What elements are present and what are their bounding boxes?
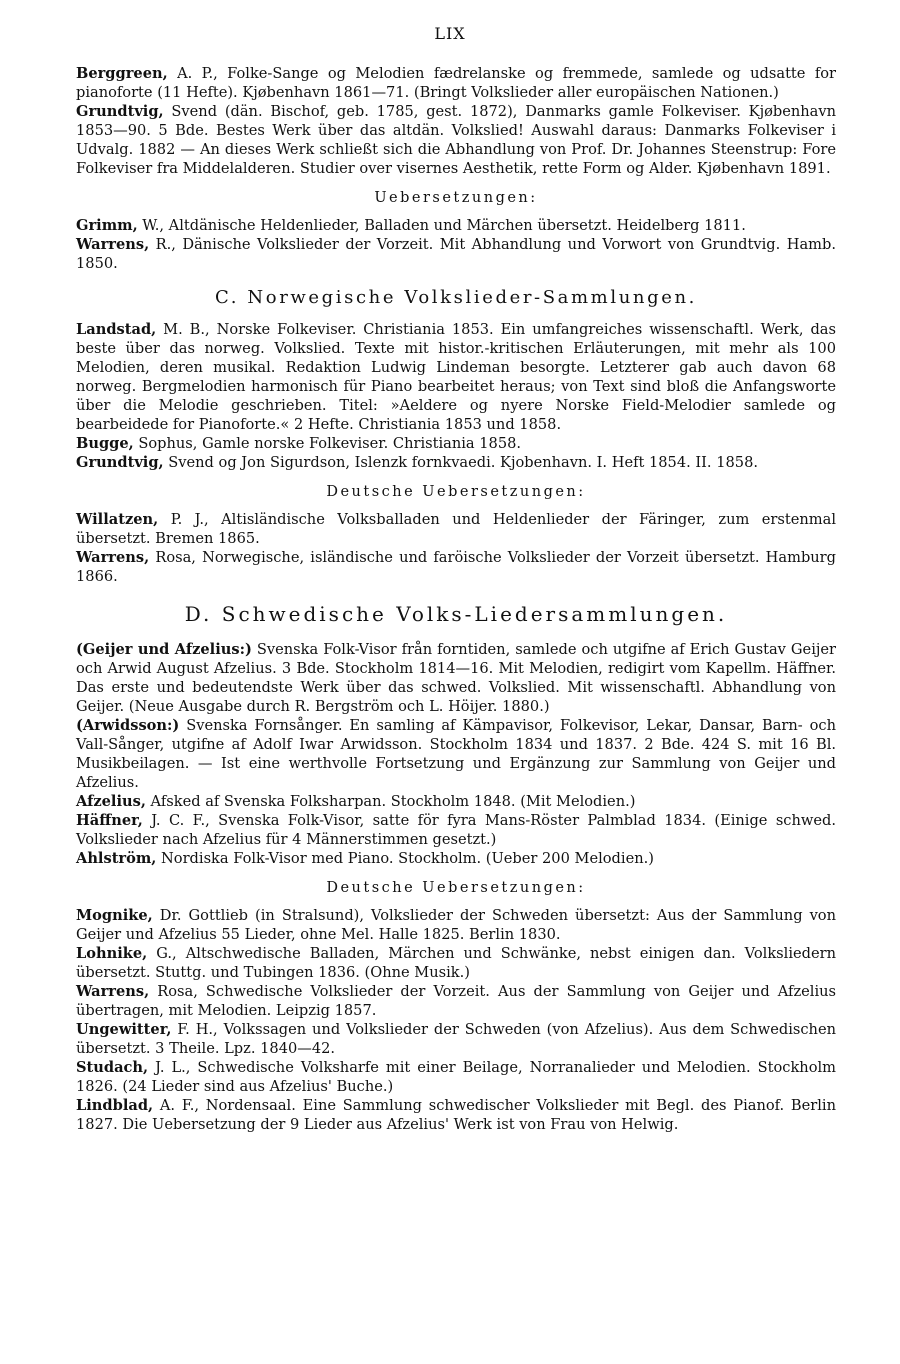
entry-author: Grundtvig, — [76, 103, 164, 120]
bibliography-entry — [76, 1058, 836, 1096]
bibliography-entry — [76, 982, 836, 1020]
entry-text: A. P., Folke-Sange og Melodien fædrelanske og fremmede, samlede og udsatte for pianoforte (11 Hefte). Kjøbenhavn 1861—71. (Bringt Volkslieder aller europäischen Nationen.) — [76, 65, 836, 101]
bibliography-entry — [76, 320, 836, 434]
entry-text: W., Altdänische Heldenlieder, Balladen und Märchen übersetzt. Heidelberg 1811. — [137, 217, 746, 234]
bibliography-entry — [76, 235, 836, 273]
entry-text: Sophus, Gamle norske Folkeviser. Christiania 1858. — [133, 435, 522, 452]
entry-author: Berggreen, — [76, 65, 168, 82]
entry-text: M. B., Norske Folkeviser. Christiania 1853. Ein umfangreiches wissenschaftl. Werk, das beste über das norweg. Volkslied. Texte mit histor.-kritischen Erläuterungen, mit mehr als 100 Melodien, deren musikal. Redaktion Ludwig Lindeman besorgte. Letzterer gab auch davon 68 norweg. Bergmelodien harmonisch für Piano bearbeitet heraus; von Text sind bloß die Anfangsworte über die Melodie geschrieben. Titel: »Aeldere og nyere Norske Field-Melodier samlede og bearbeidede for Pianoforte.« 2 Hefte. Christiania 1853 und 1858. — [76, 321, 836, 433]
entry-author: Bugge, — [76, 435, 134, 452]
bibliography-entry — [76, 510, 836, 548]
subsection-heading: Uebersetzungen: — [374, 190, 538, 206]
subsection-heading: Deutsche Uebersetzungen: — [326, 880, 586, 896]
bibliography-entry — [76, 453, 836, 472]
bibliography-entry — [76, 640, 836, 716]
entry-text: G., Altschwedische Balladen, Märchen und Schwänke, nebst einigen dan. Volksliedern übersetzt. Stuttg. und Tubingen 1836. (Ohne Musik.) — [76, 945, 836, 981]
page-content — [76, 64, 836, 1134]
section-heading: D. Schwedische Volks-Liedersammlungen. — [184, 602, 728, 626]
subsection-heading: Deutsche Uebersetzungen: — [326, 484, 586, 500]
entry-author: Ahlström, — [76, 850, 157, 867]
entry-author: Warrens, — [76, 236, 150, 253]
entry-text: Rosa, Schwedische Volkslieder der Vorzeit. Aus der Sammlung von Geijer und Afzelius übertragen, mit Melodien. Leipzig 1857. — [76, 983, 836, 1019]
entry-author: Ungewitter, — [76, 1021, 172, 1038]
entry-text: Svenska Fornsånger. En samling af Kämpavisor, Folkevisor, Lekar, Dansar, Barn- och Vall-Sånger, utgifne af Adolf Iwar Arwidsson. Stockholm 1834 und 1837. 2 Bde. 424 S. mit 16 Bl. Musikbeilagen. — Ist eine werthvolle Fortsetzung und Ergänzung zur Sammlung von Geijer und Afzelius. — [76, 717, 836, 791]
entry-author: Lohnike, — [76, 945, 148, 962]
entry-text: Afsked af Svenska Folksharpan. Stockholm 1848. (Mit Melodien.) — [145, 793, 636, 810]
page-number: LIX — [434, 24, 466, 43]
entry-author: Afzelius, — [76, 793, 146, 810]
bibliography-entry — [76, 1020, 836, 1058]
entry-author: Grimm, — [76, 217, 138, 234]
entry-author: Studach, — [76, 1059, 149, 1076]
entry-text: R., Dänische Volkslieder der Vorzeit. Mit Abhandlung und Vorwort von Grundtvig. Hamb. 1850. — [76, 236, 836, 272]
entry-author: Warrens, — [76, 549, 150, 566]
entry-text: Svenska Folk-Visor från forntiden, samlede och utgifne af Erich Gustav Geijer och Arwid August Afzelius. 3 Bde. Stockholm 1814—16. Mit Melodien, redigirt vom Kapellm. Häffner. Das erste und bedeutendste Werk über das schwed. Volkslied. Mit wissenschaftl. Abhandlung von Geijer. (Neue Ausgabe durch R. Bergström och L. Höijer. 1880.) — [76, 641, 837, 715]
entry-text: A. F., Nordensaal. Eine Sammlung schwedischer Volkslieder mit Begl. des Pianof. Berlin 1827. Die Uebersetzung der 9 Lieder aus Afzelius' Werk ist von Frau von Helwig. — [76, 1097, 836, 1133]
section-heading: C. Norwegische Volkslieder-Sammlungen. — [215, 287, 697, 308]
entry-author: Landstad, — [76, 321, 157, 338]
entry-author: Lindblad, — [76, 1097, 154, 1114]
bibliography-entry — [76, 548, 836, 586]
entry-text: Dr. Gottlieb (in Stralsund), Volkslieder der Schweden übersetzt: Aus der Sammlung von Geijer und Afzelius 55 Lieder, ohne Mel. Halle 1825. Berlin 1830. — [76, 907, 836, 943]
bibliography-entry — [76, 102, 836, 178]
bibliography-entry — [76, 216, 836, 235]
bibliography-entry — [76, 849, 836, 868]
bibliography-entry — [76, 792, 836, 811]
entry-text: F. H., Volkssagen und Volkslieder der Schweden (von Afzelius). Aus dem Schwedischen übersetzt. 3 Theile. Lpz. 1840—42. — [76, 1021, 836, 1057]
entry-text: P. J., Altisländische Volksballaden und Heldenlieder der Färinger, zum erstenmal übersetzt. Bremen 1865. — [76, 511, 836, 547]
entry-author: (Geijer und Afzelius:) — [76, 641, 252, 658]
bibliography-entry — [76, 64, 836, 102]
entry-text: J. L., Schwedische Volksharfe mit einer Beilage, Norranalieder und Melodien. Stockholm 1826. (24 Lieder sind aus Afzelius' Buche.) — [76, 1059, 836, 1095]
entry-text: Svend (dän. Bischof, geb. 1785, gest. 1872), Danmarks gamle Folkeviser. Kjøbenhavn 1853—90. 5 Bde. Bestes Werk über das altdän. Volkslied! Auswahl daraus: Danmarks Folkeviser i Udvalg. 1882 — An dieses Werk schließt sich die Abhandlung von Prof. Dr. Johannes Steenstrup: Fore Folkeviser fra Middelalderen. Studier over visernes Aesthetik, rette Form og Alder. Kjøbenhavn 1891. — [76, 103, 836, 177]
entry-text: Rosa, Norwegische, isländische und faröische Volkslieder der Vorzeit übersetzt. Hamburg 1866. — [76, 549, 836, 585]
bibliography-entry — [76, 1096, 836, 1134]
bibliography-entry — [76, 906, 836, 944]
entry-author: Grundtvig, — [76, 454, 164, 471]
entry-author: Warrens, — [76, 983, 150, 1000]
entry-text: J. C. F., Svenska Folk-Visor, satte för fyra Mans-Röster Palmblad 1834. (Einige schwed. Volkslieder nach Afzelius für 4 Männerstimmen gesetzt.) — [76, 812, 836, 848]
bibliography-entry — [76, 944, 836, 982]
entry-author: Häffner, — [76, 812, 143, 829]
bibliography-entry — [76, 434, 836, 453]
entry-text: Svend og Jon Sigurdson, Islenzk fornkvaedi. Kjobenhavn. I. Heft 1854. II. 1858. — [163, 454, 758, 471]
entry-text: Nordiska Folk-Visor med Piano. Stockholm. (Ueber 200 Melodien.) — [156, 850, 654, 867]
bibliography-entry — [76, 811, 836, 849]
entry-author: Mognike, — [76, 907, 153, 924]
entry-author: Willatzen, — [76, 511, 159, 528]
bibliography-entry — [76, 716, 836, 792]
entry-author: (Arwidsson:) — [76, 717, 180, 734]
